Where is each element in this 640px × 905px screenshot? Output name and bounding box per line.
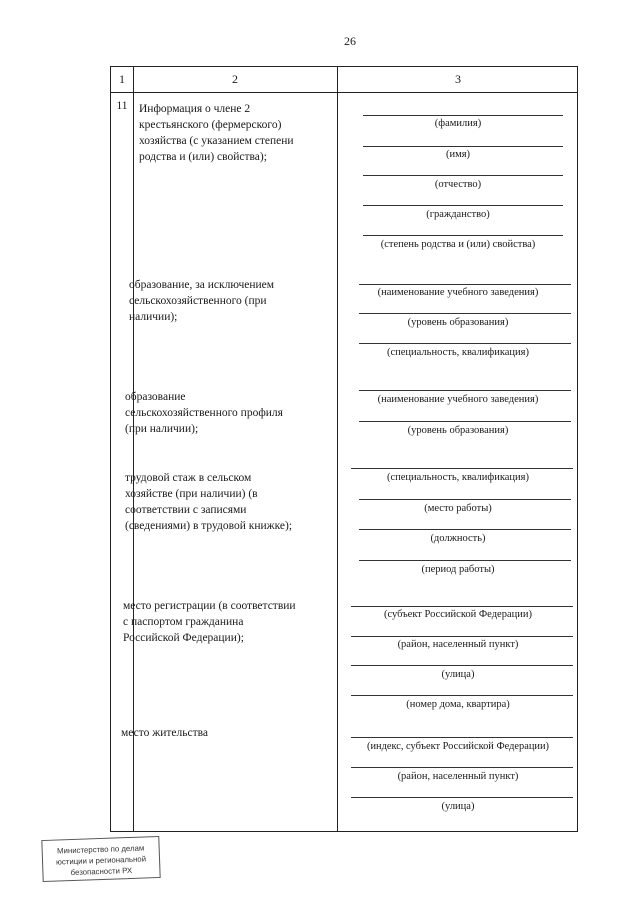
- field-line[interactable]: [363, 175, 563, 176]
- page-number: 26: [344, 34, 356, 48]
- field-caption-specialty: (специальность, квалификация): [387, 472, 529, 483]
- field-caption-specialty: (специальность, квалификация): [387, 347, 529, 358]
- field-caption-district: (район, населенный пункт): [397, 639, 519, 650]
- field-line[interactable]: [351, 737, 573, 738]
- field-caption-surname: (фамилия): [434, 118, 482, 129]
- field-line[interactable]: [359, 284, 571, 285]
- field-line[interactable]: [359, 560, 571, 561]
- field-caption-district: (район, населенный пункт): [397, 771, 519, 782]
- field-line[interactable]: [359, 343, 571, 344]
- field-caption-street: (улица): [441, 801, 475, 812]
- header-col-3: 3: [455, 72, 461, 86]
- field-line[interactable]: [363, 115, 563, 116]
- field-line[interactable]: [351, 695, 573, 696]
- field-caption-kinship: (степень родства и (или) свойства): [380, 239, 536, 250]
- field-line[interactable]: [351, 665, 573, 666]
- field-line[interactable]: [359, 313, 571, 314]
- field-line[interactable]: [363, 205, 563, 206]
- field-caption-workplace: (место работы): [424, 503, 492, 514]
- field-caption-education-level: (уровень образования): [407, 317, 509, 328]
- field-line[interactable]: [359, 499, 571, 500]
- field-caption-house: (номер дома, квартира): [406, 699, 510, 710]
- form-table: [110, 66, 578, 832]
- section-label-registration: место регистрации (в соответствии с паспортом гражданина Российской Федерации);: [123, 600, 296, 644]
- field-caption-institution: (наименование учебного заведения): [377, 394, 539, 405]
- section-label-residence: место жительства: [121, 727, 208, 739]
- field-line[interactable]: [351, 767, 573, 768]
- field-line[interactable]: [359, 529, 571, 530]
- field-caption-citizenship: (гражданство): [426, 209, 490, 220]
- field-line[interactable]: [351, 797, 573, 798]
- section-label-education: образование, за исключением сельскохозяйственного (при наличии);: [129, 279, 275, 323]
- field-line[interactable]: [351, 468, 573, 469]
- header-col-2: 2: [232, 72, 238, 86]
- section-label-work-experience: трудовой стаж в сельском хозяйстве (при наличии) (в соответствии с записями (сведениями) в трудовой книжке);: [125, 472, 293, 532]
- header-divider: [111, 92, 577, 93]
- field-caption-position: (должность): [430, 533, 486, 544]
- section-label-member-info: Информация о члене 2 крестьянского (фермерского) хозяйства (с указанием степени родства и (или) свойства);: [139, 103, 294, 163]
- field-line[interactable]: [363, 235, 563, 236]
- field-caption-name: (имя): [445, 149, 471, 160]
- section-label-agri-education: образование сельскохозяйственного профиля (при наличии);: [125, 391, 283, 435]
- field-line[interactable]: [359, 421, 571, 422]
- field-line[interactable]: [359, 390, 571, 391]
- column-divider-1: [133, 67, 134, 831]
- field-caption-federal-subject: (субъект Российской Федерации): [384, 609, 532, 620]
- field-caption-patronymic: (отчество): [434, 179, 482, 190]
- field-caption-work-period: (период работы): [421, 564, 495, 575]
- field-caption-education-level: (уровень образования): [407, 425, 509, 436]
- field-caption-institution: (наименование учебного заведения): [377, 287, 539, 298]
- row-number: 11: [116, 100, 128, 112]
- field-line[interactable]: [351, 606, 573, 607]
- field-line[interactable]: [351, 636, 573, 637]
- ministry-stamp: Министерство по делам юстиции и региональной безопасности РХ: [41, 836, 160, 882]
- field-line[interactable]: [363, 146, 563, 147]
- field-caption-street: (улица): [441, 669, 475, 680]
- field-caption-index-subject: (индекс, субъект Российской Федерации): [366, 741, 549, 752]
- header-col-1: 1: [119, 72, 125, 86]
